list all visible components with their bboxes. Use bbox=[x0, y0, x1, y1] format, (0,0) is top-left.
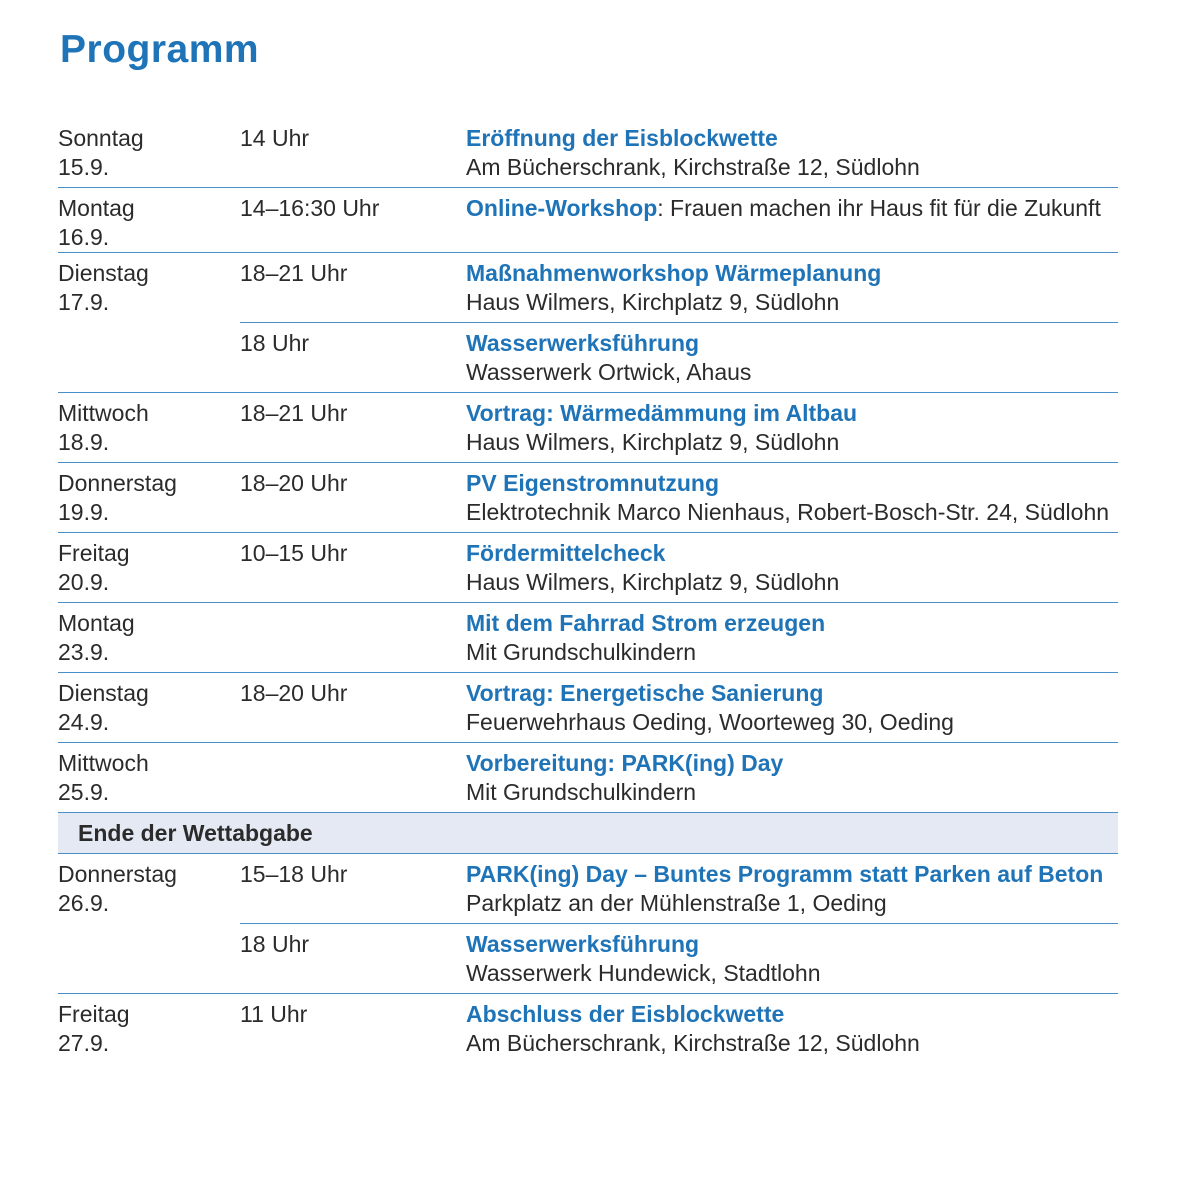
event-info bbox=[466, 399, 1118, 457]
event-location: Wasserwerk Ortwick, Ahaus bbox=[466, 359, 752, 385]
event-title: Eröffnung der Eisblockwette bbox=[466, 125, 778, 151]
event-info bbox=[466, 609, 1118, 667]
day-label bbox=[58, 393, 240, 462]
day-row bbox=[58, 188, 1118, 253]
event-location: Haus Wilmers, Kirchplatz 9, Südlohn bbox=[466, 569, 840, 595]
event-title: Vortrag: Energetische Sanierung bbox=[466, 680, 824, 706]
day-label bbox=[58, 188, 240, 252]
event-title: Vorbereitung: PARK(ing) Day bbox=[466, 750, 784, 776]
event-list bbox=[240, 533, 1118, 602]
event-list bbox=[240, 393, 1118, 462]
event-location: Wasserwerk Hundewick, Stadtlohn bbox=[466, 960, 821, 986]
page-title: Programm bbox=[60, 28, 260, 71]
weekday: Mittwoch bbox=[58, 400, 149, 426]
event-time: 18–20 Uhr bbox=[240, 680, 348, 706]
weekday: Montag bbox=[58, 610, 135, 636]
event-item bbox=[240, 673, 1118, 742]
event-item bbox=[240, 994, 1118, 1063]
day-label bbox=[58, 603, 240, 672]
weekday: Dienstag bbox=[58, 260, 149, 286]
event-time: 15–18 Uhr bbox=[240, 861, 348, 887]
date: 16.9. bbox=[58, 224, 110, 250]
event-time: 10–15 Uhr bbox=[240, 540, 348, 566]
event-time: 11 Uhr bbox=[240, 1001, 308, 1027]
event-list bbox=[240, 994, 1118, 1063]
day-label bbox=[58, 994, 240, 1063]
day-label bbox=[58, 253, 240, 392]
date: 27.9. bbox=[58, 1030, 110, 1056]
day-row bbox=[58, 533, 1118, 603]
event-time: 18–21 Uhr bbox=[240, 400, 348, 426]
day-label bbox=[58, 673, 240, 742]
event-info bbox=[466, 539, 1118, 597]
event-list bbox=[240, 854, 1118, 993]
day-label bbox=[58, 118, 240, 187]
event-list bbox=[240, 253, 1118, 392]
event-info bbox=[466, 329, 1118, 387]
day-row bbox=[58, 463, 1118, 533]
event-list bbox=[240, 188, 1118, 252]
date: 19.9. bbox=[58, 499, 110, 525]
event-info bbox=[466, 469, 1118, 527]
event-item bbox=[240, 533, 1118, 602]
event-location: Parkplatz an der Mühlenstraße 1, Oeding bbox=[466, 890, 887, 916]
day-row bbox=[58, 253, 1118, 393]
event-item bbox=[240, 118, 1118, 187]
event-list bbox=[240, 603, 1118, 672]
event-time bbox=[240, 749, 466, 807]
event-title: PARK(ing) Day – Buntes Programm statt Parken auf Beton bbox=[466, 861, 1104, 887]
date: 23.9. bbox=[58, 639, 110, 665]
event-time: 18 Uhr bbox=[240, 330, 310, 356]
day-row bbox=[58, 994, 1118, 1063]
event-title: Wasserwerksführung bbox=[466, 330, 700, 356]
event-list bbox=[240, 463, 1118, 532]
event-location: Am Bücherschrank, Kirchstraße 12, Südlohn bbox=[466, 1030, 920, 1056]
event-location: Haus Wilmers, Kirchplatz 9, Südlohn bbox=[466, 429, 840, 455]
event-item bbox=[240, 924, 1118, 993]
day-row bbox=[58, 743, 1118, 813]
event-time bbox=[240, 609, 466, 667]
event-info bbox=[466, 259, 1118, 317]
date: 20.9. bbox=[58, 569, 110, 595]
event-title: Maßnahmenworkshop Wärmeplanung bbox=[466, 260, 882, 286]
event-title: Abschluss der Eisblockwette bbox=[466, 1001, 785, 1027]
weekday: Freitag bbox=[58, 1001, 130, 1027]
day-label bbox=[58, 743, 240, 812]
event-list bbox=[240, 743, 1118, 812]
event-info bbox=[466, 860, 1118, 918]
date: 15.9. bbox=[58, 154, 110, 180]
weekday: Donnerstag bbox=[58, 470, 177, 496]
day-row bbox=[58, 673, 1118, 743]
event-item bbox=[240, 188, 1118, 228]
event-title: PV Eigenstromnutzung bbox=[466, 470, 719, 496]
event-item bbox=[240, 323, 1118, 392]
date: 24.9. bbox=[58, 709, 110, 735]
event-title: Vortrag: Wärmedämmung im Altbau bbox=[466, 400, 858, 426]
section-banner: Ende der Wettabgabe bbox=[58, 813, 1118, 854]
date: 26.9. bbox=[58, 890, 110, 916]
date: 17.9. bbox=[58, 289, 110, 315]
event-time: 14 Uhr bbox=[240, 125, 310, 151]
event-list bbox=[240, 673, 1118, 742]
event-info bbox=[466, 679, 1118, 737]
event-location: Mit Grundschulkindern bbox=[466, 639, 697, 665]
event-title: Mit dem Fahrrad Strom erzeugen bbox=[466, 610, 826, 636]
day-row bbox=[58, 854, 1118, 994]
event-location: Haus Wilmers, Kirchplatz 9, Südlohn bbox=[466, 289, 840, 315]
day-label bbox=[58, 463, 240, 532]
weekday: Dienstag bbox=[58, 680, 149, 706]
program-schedule bbox=[58, 118, 1118, 1063]
event-item bbox=[240, 393, 1118, 462]
event-time: 18–21 Uhr bbox=[240, 260, 348, 286]
event-list bbox=[240, 118, 1118, 187]
event-item bbox=[240, 603, 1118, 672]
weekday: Freitag bbox=[58, 540, 130, 566]
event-title: Online-Workshop bbox=[466, 195, 658, 221]
day-label bbox=[58, 533, 240, 602]
event-location: Elektrotechnik Marco Nienhaus, Robert-Bosch-Str. 24, Südlohn bbox=[466, 499, 1110, 525]
event-item bbox=[240, 854, 1118, 924]
event-title-suffix: : Frauen machen ihr Haus fit für die Zukunft bbox=[657, 195, 1101, 221]
day-row bbox=[58, 118, 1118, 188]
day-row bbox=[58, 603, 1118, 673]
event-time: 18 Uhr bbox=[240, 931, 310, 957]
event-item bbox=[240, 463, 1118, 532]
event-item bbox=[240, 743, 1118, 812]
event-time: 14–16:30 Uhr bbox=[240, 195, 380, 221]
event-info bbox=[466, 1000, 1118, 1058]
event-title: Fördermittelcheck bbox=[466, 540, 666, 566]
event-info bbox=[466, 124, 1118, 182]
date: 18.9. bbox=[58, 429, 110, 455]
event-title: Wasserwerksführung bbox=[466, 931, 700, 957]
event-info bbox=[466, 749, 1118, 807]
event-location: Mit Grundschulkindern bbox=[466, 779, 697, 805]
weekday: Mittwoch bbox=[58, 750, 149, 776]
event-location: Am Bücherschrank, Kirchstraße 12, Südlohn bbox=[466, 154, 920, 180]
event-location: Feuerwehrhaus Oeding, Woorteweg 30, Oeding bbox=[466, 709, 954, 735]
weekday: Sonntag bbox=[58, 125, 144, 151]
event-info bbox=[466, 930, 1118, 988]
event-item bbox=[240, 253, 1118, 323]
day-row bbox=[58, 393, 1118, 463]
weekday: Montag bbox=[58, 195, 135, 221]
event-time: 18–20 Uhr bbox=[240, 470, 348, 496]
date: 25.9. bbox=[58, 779, 110, 805]
day-label bbox=[58, 854, 240, 993]
event-info bbox=[466, 194, 1118, 223]
weekday: Donnerstag bbox=[58, 861, 177, 887]
